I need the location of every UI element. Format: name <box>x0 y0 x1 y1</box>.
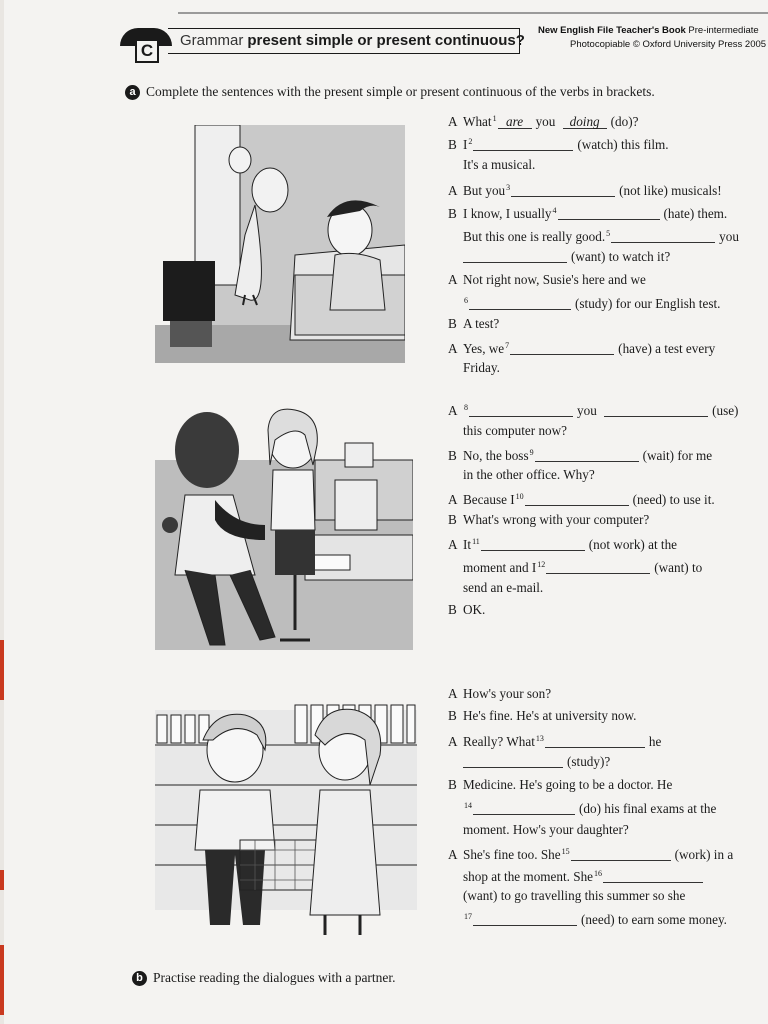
gap-blank[interactable] <box>473 802 575 815</box>
dialogue3-line <box>463 822 629 838</box>
line-text: OK. <box>463 602 486 617</box>
gap-number: 2 <box>468 137 473 146</box>
gap-blank[interactable] <box>463 755 563 768</box>
gap-number: 3 <box>506 183 511 192</box>
speaker-label: A <box>448 403 458 418</box>
line-text: moment and I <box>463 560 537 575</box>
dialogue2-line <box>448 400 738 419</box>
gap-blank[interactable] <box>469 297 571 310</box>
speaker-label: A <box>448 114 458 129</box>
office-computer-scene <box>155 405 413 653</box>
dialogue2-line <box>463 467 595 483</box>
dialogue3-line <box>463 754 610 770</box>
line-text: (study) for our English test. <box>575 296 721 311</box>
book-level: Pre-intermediate <box>685 25 759 36</box>
dialogue2-line <box>448 445 712 464</box>
line-text: he <box>648 734 662 749</box>
edge-mark <box>0 870 4 890</box>
line-text: this computer now? <box>463 423 568 438</box>
publisher-info <box>538 24 766 52</box>
gap-blank[interactable] <box>481 538 585 551</box>
exercise-b-letter: b <box>132 971 147 986</box>
line-text: Medicine. He's going to be a doctor. He <box>463 777 673 792</box>
gap-blank[interactable] <box>546 561 650 574</box>
line-text: (hate) them. <box>663 206 728 221</box>
exercise-a-text: Complete the sentences with the present simple or present continuous of the verbs in brackets. <box>146 84 655 99</box>
book-title: New English File Teacher's Book <box>538 25 686 36</box>
gap-answer-example: doing <box>563 115 607 129</box>
dialogue2-line <box>463 557 702 576</box>
line-text: (want) to watch it? <box>571 249 671 264</box>
speaker-label: B <box>448 316 457 331</box>
speaker-label: B <box>448 206 457 221</box>
line-text: you <box>719 229 739 244</box>
line-text: send an e-mail. <box>463 580 544 595</box>
speaker-label: B <box>448 137 457 152</box>
grammar-label: Grammar <box>180 32 244 49</box>
line-text: Friday. <box>463 360 500 375</box>
dialogue1-line <box>448 111 638 130</box>
gap-blank[interactable] <box>511 184 615 197</box>
line-text: (watch) this film. <box>577 137 669 152</box>
gap-number: 14 <box>464 801 472 810</box>
line-text: (not work) at the <box>588 537 678 552</box>
gap-number: 12 <box>537 560 546 569</box>
line-text: Because I <box>463 492 515 507</box>
line-text: (do) his final exams at the <box>579 801 717 816</box>
line-text: moment. How's your daughter? <box>463 822 629 837</box>
gap-blank[interactable] <box>510 342 614 355</box>
line-text: (need) to earn some money. <box>581 912 727 927</box>
exercise-a-instruction <box>125 84 655 100</box>
gap-number: 9 <box>529 448 534 457</box>
gap-number: 6 <box>464 296 468 305</box>
illustration-office <box>155 405 413 653</box>
speaker-label: A <box>448 492 458 507</box>
line-text: No, the boss <box>463 448 529 463</box>
line-text: (not like) musicals! <box>619 183 722 198</box>
illustration-living-room <box>155 125 405 365</box>
gap-blank[interactable] <box>525 493 629 506</box>
gap-number: 17 <box>464 912 472 921</box>
speaker-label: A <box>448 341 458 356</box>
unit-letter: C <box>135 41 159 63</box>
grammar-topic: present simple or present continuous? <box>247 32 525 49</box>
gap-blank[interactable] <box>473 138 573 151</box>
gap-number: 16 <box>594 869 603 878</box>
line-text: in the other office. Why? <box>463 467 595 482</box>
dialogue3-line <box>463 888 685 904</box>
line-text: It's a musical. <box>463 157 536 172</box>
speaker-label: A <box>448 734 458 749</box>
dialogue3-line <box>448 708 636 724</box>
speaker-label: B <box>448 777 457 792</box>
dialogue1-line <box>463 226 739 245</box>
exercise-a-letter: a <box>125 85 140 100</box>
exercise-b-instruction <box>132 970 396 986</box>
dialogue2-line <box>448 489 715 508</box>
gap-number: 15 <box>561 847 570 856</box>
dialogue1-line <box>448 316 499 332</box>
gap-blank[interactable] <box>604 404 708 417</box>
line-text: (wait) for me <box>642 448 713 463</box>
speaker-label: A <box>448 183 458 198</box>
dialogue3-line <box>463 909 727 928</box>
dialogue1-line <box>448 180 722 199</box>
gap-answer-example: are <box>498 115 532 129</box>
exercise-b-text: Practise reading the dialogues with a partner. <box>153 970 396 985</box>
illustration-supermarket <box>155 690 417 942</box>
gap-number: 7 <box>505 341 510 350</box>
dialogue3-line <box>463 798 716 817</box>
living-room-tv-scene <box>155 125 405 365</box>
gap-blank[interactable] <box>603 870 703 883</box>
line-text: (study)? <box>567 754 611 769</box>
line-text: (want) to <box>654 560 703 575</box>
page-title <box>168 28 525 54</box>
dialogue1-line <box>463 157 535 173</box>
line-text: How's your son? <box>463 686 552 701</box>
line-text: Really? What <box>463 734 535 749</box>
dialogue1-line <box>463 360 500 376</box>
gap-blank[interactable] <box>571 848 671 861</box>
line-text: (have) a test every <box>618 341 716 356</box>
speaker-label: A <box>448 847 458 862</box>
line-text: But you <box>463 183 506 198</box>
line-text: He's fine. He's at university now. <box>463 708 637 723</box>
unit-badge <box>120 28 172 62</box>
line-text: Yes, we <box>463 341 505 356</box>
line-text: shop at the moment. She <box>463 869 594 884</box>
line-text: Not right now, Susie's here and we <box>463 272 646 287</box>
line-text: I know, I usually <box>463 206 552 221</box>
dialogue3-line <box>448 686 551 702</box>
line-text: It <box>463 537 472 552</box>
dialogue3-line <box>448 777 672 793</box>
line-text: But this one is really good. <box>463 229 606 244</box>
dialogue1-line <box>448 272 646 288</box>
gap-number: 8 <box>464 403 468 412</box>
dialogue1-line <box>463 249 670 265</box>
dialogue1-line <box>448 134 669 153</box>
gap-number: 11 <box>472 537 480 546</box>
dialogue3-line <box>448 844 733 863</box>
gap-number: 4 <box>552 206 557 215</box>
speaker-label: A <box>448 272 458 287</box>
page-left-edge <box>0 0 4 1024</box>
line-text: (work) in a <box>674 847 734 862</box>
line-text: you <box>577 403 597 418</box>
gap-number: 10 <box>515 492 524 501</box>
dialogue1-line <box>448 203 727 222</box>
gap-blank[interactable] <box>545 735 645 748</box>
gap-blank[interactable] <box>473 913 577 926</box>
dialogue3-line <box>463 866 707 885</box>
edge-mark <box>0 945 4 1015</box>
header-rule <box>178 12 768 14</box>
speaker-label: A <box>448 537 458 552</box>
supermarket-scene <box>155 690 417 942</box>
gap-blank[interactable] <box>558 207 660 220</box>
line-text: I <box>463 137 468 152</box>
gap-blank[interactable] <box>611 230 715 243</box>
speaker-label: A <box>448 686 458 701</box>
line-text: What's wrong with your computer? <box>463 512 650 527</box>
speaker-label: B <box>448 708 457 723</box>
dialogue3-line <box>448 731 661 750</box>
speaker-label: B <box>448 602 457 617</box>
dialogue1-line <box>463 293 720 312</box>
gap-number: 5 <box>606 229 611 238</box>
dialogue1-line <box>448 338 715 357</box>
gap-blank[interactable] <box>469 404 573 417</box>
dialogue2-line <box>448 602 485 618</box>
line-text: A test? <box>463 316 500 331</box>
line-text: (need) to use it. <box>632 492 715 507</box>
speaker-label: B <box>448 448 457 463</box>
edge-mark <box>0 640 4 700</box>
line-text: (do)? <box>610 114 639 129</box>
dialogue2-line <box>463 580 543 596</box>
gap-blank[interactable] <box>535 449 639 462</box>
copyright: Photocopiable © Oxford University Press 2005 <box>570 39 767 50</box>
line-text: (use) <box>712 403 739 418</box>
dialogue2-line <box>448 534 677 553</box>
line-text: What <box>463 114 492 129</box>
speaker-label: B <box>448 512 457 527</box>
line-text: She's fine too. She <box>463 847 561 862</box>
gap-number: 13 <box>535 734 544 743</box>
dialogue2-line <box>448 512 649 528</box>
line-text: you <box>535 114 556 129</box>
dialogue2-line <box>463 423 567 439</box>
gap-blank[interactable] <box>463 250 567 263</box>
line-text: (want) to go travelling this summer so she <box>463 888 686 903</box>
gap-number: 1 <box>492 114 497 123</box>
